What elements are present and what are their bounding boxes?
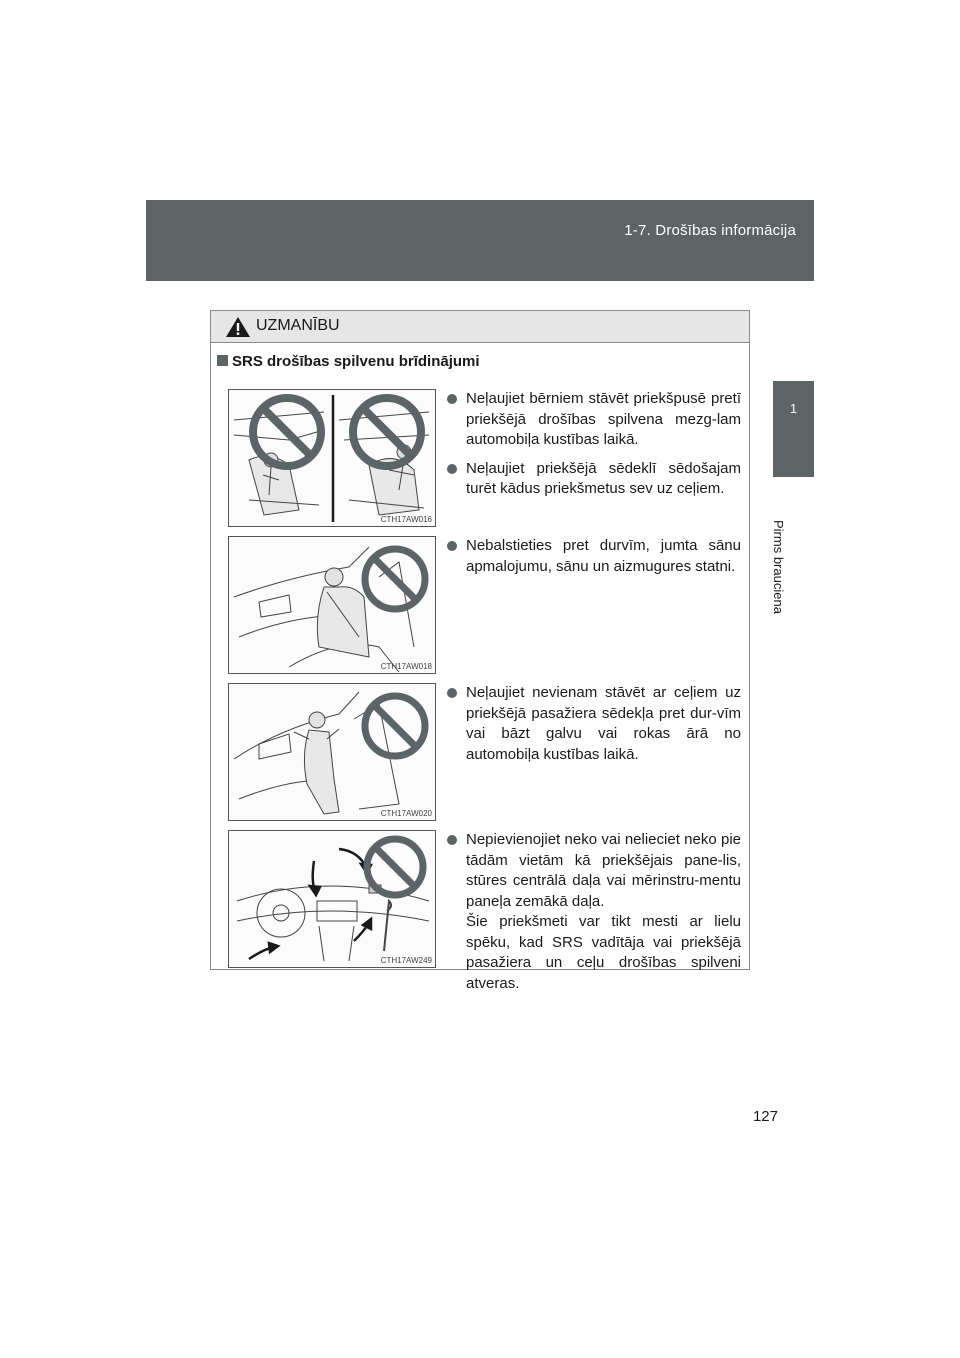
bullet-dot-icon [447, 688, 457, 698]
warning-triangle-icon [225, 316, 251, 338]
prohibition-icon [367, 839, 423, 895]
illustration-leaning-door [228, 536, 436, 674]
bullet-item: Neļaujiet priekšējā sēdeklī sēdošajam turēt kādus priekšmetus sev uz ceļiem. [445, 459, 741, 500]
illustration-kneeling-passenger [228, 683, 436, 821]
bullet-dot-icon [447, 394, 457, 404]
bullet-item: Nebalstieties pret durvīm, jumta sānu apmalojumu, sānu un aizmugures statni. [445, 536, 741, 577]
row-4-bullets [445, 830, 741, 1002]
header-bar [146, 200, 814, 281]
bullet-item: Nepievienojiet neko vai nelieciet neko pie tādām vietām kā priekšējais pane-lis, stūres centrālā daļa vai mērinstru-mentu paneļa zemākā daļa. Šie priekšmeti var tikt mesti ar lielu spēku, kad SRS vadītāja vai priekšējā pasažiera un ceļu drošības spilveni atveras. [445, 830, 741, 994]
chapter-label: Pirms brauciena [771, 520, 786, 614]
section-header-title: 1-7. Drošības informācija [624, 222, 796, 239]
image-code: CTH17AW020 [380, 809, 432, 818]
bullet-continuation: Šie priekšmeti var tikt mesti ar lielu spēku, kad SRS vadītāja vai priekšējā pasažiera un ceļu drošības spilveni atveras. [466, 913, 741, 992]
prohibition-icon [253, 398, 321, 466]
chapter-tab [773, 381, 814, 477]
image-code: CTH17AW016 [380, 515, 432, 524]
row-3-bullets [445, 683, 741, 773]
row-2-bullets [445, 536, 741, 585]
bullet-item: Neļaujiet bērniem stāvēt priekšpusē pretī priekšējā drošības spilvena mezg-lam automobiļa kustības laikā. [445, 389, 741, 451]
image-code: CTH17AW249 [380, 956, 432, 965]
square-bullet-icon [217, 355, 228, 366]
chapter-number: 1 [789, 401, 798, 416]
illustration-dashboard-objects [228, 830, 436, 968]
page-number: 127 [752, 1108, 778, 1125]
row-1-bullets [445, 389, 741, 508]
child-near-airbag-illustration [229, 390, 436, 527]
kneeling-passenger-illustration [229, 684, 436, 821]
caution-header [211, 311, 749, 343]
bullet-dot-icon [447, 541, 457, 551]
bullet-item: Neļaujiet nevienam stāvēt ar ceļiem uz priekšējā pasažiera sēdekļa pret dur-vīm vai bāzt galvu vai rokas ārā no automobiļa kustības laikā. [445, 683, 741, 765]
image-code: CTH17AW018 [380, 662, 432, 671]
caution-label: UZMANĪBU [256, 317, 340, 334]
prohibition-icon [365, 696, 425, 756]
section-title: SRS drošības spilvenu brīdinājumi [217, 353, 480, 370]
bullet-dot-icon [447, 835, 457, 845]
illustration-child-standing [228, 389, 436, 527]
bullet-dot-icon [447, 464, 457, 474]
prohibition-icon [365, 549, 425, 609]
passenger-leaning-illustration [229, 537, 436, 674]
caution-box [210, 310, 750, 992]
dashboard-objects-illustration [229, 831, 436, 968]
